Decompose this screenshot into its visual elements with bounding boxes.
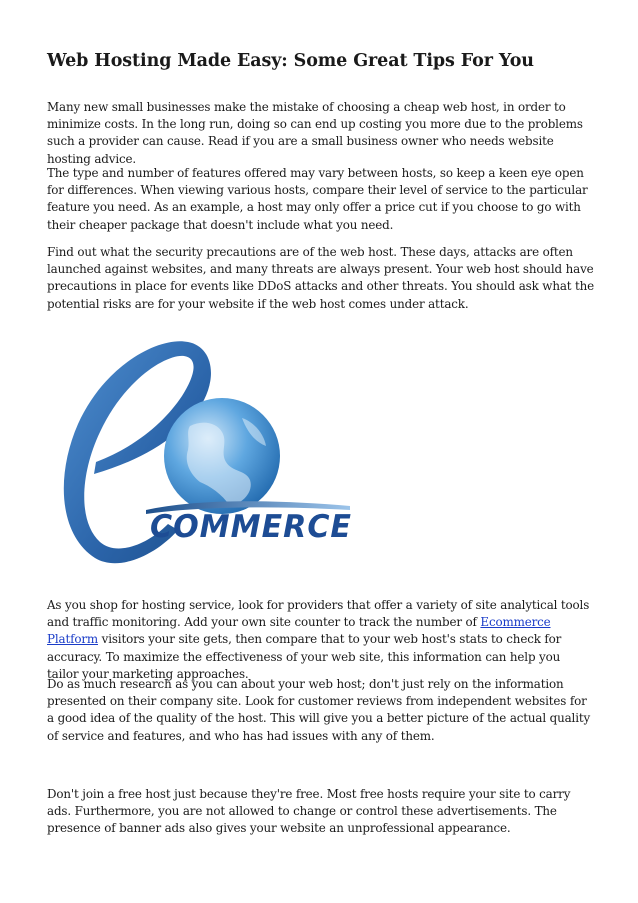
paragraph-features: The type and number of features offered may vary between hosts, so keep a keen eye open for differences. When viewing various hosts, compare their level of service to the particular feature you need. As an example, a host may only offer a price cut if you choose to go with their cheaper package that doesn't include what you need. xyxy=(47,166,588,232)
paragraph-analytics xyxy=(47,597,595,683)
page-title: Web Hosting Made Easy: Some Great Tips For You xyxy=(47,51,534,71)
logo-wordmark: COMMERCE xyxy=(150,509,352,545)
paragraph-security: Find out what the security precautions are of the web host. These days, attacks are often launched against websites, and many threats are always present. Your web host should have precautions in place for events like DDoS attacks and other threats. You should ask what the potential risks are for your website if the web host comes under attack. xyxy=(47,245,595,311)
paragraph-research: Do as much research as you can about your web host; don't just rely on the information presented on their company site. Look for customer reviews from independent websites for a good idea of the quality of the host. This will give you a better picture of the actual quality of service and features, and who has had issues with any of them. xyxy=(47,677,591,743)
paragraph-analytics-text-before: As you shop for hosting service, look for providers that offer a variety of site analytical tools and traffic monitoring. Add your own site counter to track the number of xyxy=(47,598,590,630)
ecommerce-logo-image xyxy=(50,334,360,570)
paragraph-intro: Many new small businesses make the mistake of choosing a cheap web host, in order to minimize costs. In the long run, doing so can end up costing you more due to the problems such a provider can cause. Read if you are a small business owner who needs website hosting advice. xyxy=(47,100,583,166)
paragraph-free-host: Don't join a free host just because they're free. Most free hosts require your site to carry ads. Furthermore, you are not allowed to change or control these advertisements. The presence of banner ads also gives your website an unprofessional appearance. xyxy=(47,787,571,836)
ecommerce-platform-link[interactable]: Ecommerce Platform xyxy=(47,615,551,647)
paragraph-analytics-text-after: visitors your site gets, then compare that to your web host's stats to check for accuracy. To maximize the effectiveness of your web site, this information can help you tailor your marketing approaches. xyxy=(47,632,562,681)
